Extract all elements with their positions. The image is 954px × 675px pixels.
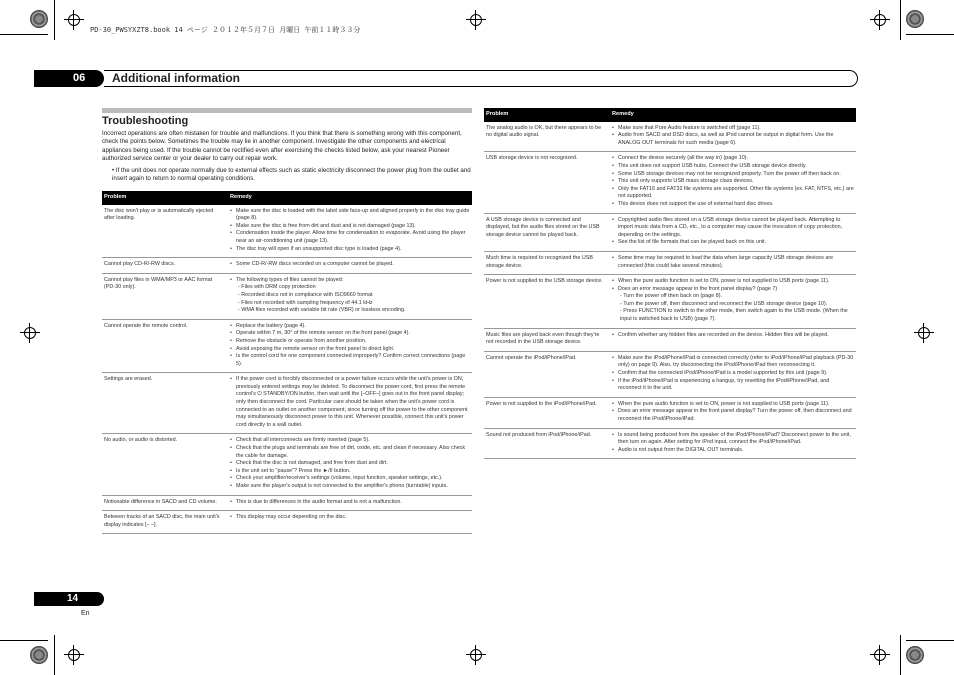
table-row	[484, 428, 856, 459]
remedy-subitem: - Files with DRM copy protection	[238, 284, 316, 291]
crop-mark	[466, 645, 486, 665]
problem-cell: Cannot play files in WMA/MP3 or AAC format (PD-30 only).	[102, 273, 228, 319]
remedy-item: • Avoid exposing the remote sensor on the front panel to direct light.	[230, 346, 470, 354]
remedy-cell	[228, 373, 472, 434]
problem-cell: Music files are played back even though they're not recorded in the USB storage device.	[484, 328, 610, 351]
troubleshooting-table-left	[102, 191, 472, 534]
remedy-item: • Operate within 7 m, 30° of the remote sensor on the front panel (page 4).	[230, 330, 470, 338]
problem-cell: USB storage device is not recognized.	[484, 152, 610, 213]
remedy-item: • If the power cord is forcibly disconnected or a power failure occurs while the unit's power is ON, previously entered settings may be deleted. To disconnect the power cord, first press the remote control's ⏻ STANDBY/ON button, then wait until the [–OFF–] goes out in the front panel display; only then disconnect the cord. Particular care should be taken when the unit's power cord is connected to an outlet on another component, since turning off the power to the other component may simultaneously disconnect power to this unit. Whenever possible, connect this unit's power cord directly to a wall outlet.	[230, 376, 470, 429]
registration-mark	[30, 646, 48, 664]
table-row	[484, 397, 856, 428]
problem-cell: Power is not supplied to the iPod/iPhone/iPad.	[484, 397, 610, 428]
crop-line	[54, 0, 55, 40]
registration-mark	[906, 10, 924, 28]
remedy-cell	[228, 258, 472, 274]
problem-cell: No audio, or audio is distorted.	[102, 434, 228, 495]
crop-line	[900, 0, 901, 40]
remedy-item: • This device does not support the use of external hard disc drives.	[612, 201, 854, 209]
remedy-item: • Some time may be required to load the data when large capacity USB storage devices are connected (this could take several minutes).	[612, 255, 854, 270]
table-row	[484, 275, 856, 329]
remedy-item: • Confirm that the connected iPod/iPhone/iPad is a model supported by this unit (page 9).	[612, 370, 854, 378]
crop-mark	[64, 645, 84, 665]
remedy-item: • Does an error message appear in the front panel display? (page 7)	[612, 286, 854, 294]
problem-cell: A USB storage device is connected and displayed, but the audio files stored on the USB storage device cannot be played back.	[484, 213, 610, 251]
intro-bullet-text: If the unit does not operate normally due to external effects such as static electricity disconnect the power plug from the outlet and insert again to return to normal operating conditions.	[112, 167, 471, 183]
remedy-item: • Condensation inside the player. Allow time for condensation to evaporate. Avoid using the player near an air-conditioning unit (page 13).	[230, 230, 470, 245]
remedy-item: • Replace the battery (page 4).	[230, 323, 470, 331]
crop-mark	[914, 323, 934, 343]
remedy-item: • Make sure the iPod/iPhone/iPad is connected correctly (refer to iPod/iPhone/iPad playback (PD-30 only) on page 9). Also, try disconnecting the iPod/iPhone/iPad then reconnecting it.	[612, 355, 854, 370]
crop-line	[54, 635, 55, 675]
table-row	[102, 373, 472, 434]
remedy-item: • Audio from SACD and DSD discs, as well as iPod cannot be output in digital form. Use the ANALOG OUT terminals for such media (page 6).	[612, 132, 854, 147]
registration-mark	[30, 10, 48, 28]
table-row	[102, 205, 472, 258]
crop-mark	[870, 645, 890, 665]
remedy-cell	[228, 511, 472, 534]
remedy-subitem: - WMA files recorded with variable bit rate (VBR) or lossless encoding.	[238, 307, 406, 314]
header-problem: Problem	[484, 108, 610, 122]
table-row	[484, 351, 856, 397]
remedy-item: • Some CD-R/-RW discs recorded on a computer cannot be played.	[230, 261, 470, 269]
remedy-item: • This is due to differences in the audio format and is not a malfunction.	[230, 499, 470, 507]
remedy-item: • Confirm whether any hidden files are recorded on the device. Hidden files will be played.	[612, 332, 854, 340]
intro-text: Incorrect operations are often mistaken for trouble and malfunctions. If you think that there is something wrong with this component, check the points below. Sometimes the trouble may lie in another component. Investigate the other components and electrical appliances being used. If the trouble cannot be rectified even after exercising the checks listed below, ask your nearest Pioneer authorized service center or your dealer to carry out repair work.	[102, 130, 462, 162]
remedy-item: • Connect the device securely (all the way in) (page 10).	[612, 155, 854, 163]
header-remedy: Remedy	[610, 108, 856, 122]
remedy-cell	[610, 213, 856, 251]
chapter-title: Additional information	[112, 71, 240, 85]
remedy-item: • This unit only supports USB mass storage class devices.	[612, 178, 854, 186]
table-row	[484, 152, 856, 213]
remedy-cell	[228, 273, 472, 319]
table-row	[102, 319, 472, 373]
remedy-cell	[610, 397, 856, 428]
remedy-item: • When the pure audio function is set to ON, power is not supplied to USB ports (page 11).	[612, 278, 854, 286]
problem-cell: Cannot operate the remote control.	[102, 319, 228, 373]
table-row	[102, 495, 472, 511]
remedy-item: • Is the control cord for one component connected improperly? Confirm correct connections (page 5).	[230, 353, 470, 368]
crop-line	[0, 640, 48, 641]
remedy-cell	[228, 205, 472, 258]
table-row	[102, 258, 472, 274]
remedy-item: • If the iPod/iPhone/iPad is experiencing a hangup, try resetting the iPod/iPhone/iPad, and reconnect it to the unit.	[612, 378, 854, 393]
remedy-cell	[610, 328, 856, 351]
intro-bullet: • If the unit does not operate normally due to external effects such as static electricity disconnect the power plug from the outlet and insert again to return to normal operating conditions.	[112, 167, 471, 183]
crop-line	[906, 34, 954, 35]
remedy-item: • This display may occur depending on the disc.	[230, 514, 470, 522]
remedy-item: • Check that all interconnects are firmly inserted (page 5).	[230, 437, 470, 445]
remedy-subitem: - Files not recorded with sampling frequency of 44.1 kHz	[238, 299, 373, 306]
problem-cell: Power is not supplied to the USB storage device.	[484, 275, 610, 329]
remedy-item: • Copyrighted audio files stored on a USB storage device cannot be played back. Attempting to import music data from a CD, etc., to a computer may cause the invocation of copy protection, depending on the settings.	[612, 217, 854, 240]
remedy-item: • Does an error message appear in the front panel display? Turn the power off, then disconnect and reconnect the iPod/iPhone/iPad.	[612, 408, 854, 423]
remedy-item: • Check that the plugs and terminals are free of dirt, oxide, etc. and clean if necessary. Also check the cable for damage.	[230, 445, 470, 460]
remedy-subitem: - Turn the power off then back on (page 8).	[620, 293, 723, 300]
crop-line	[906, 640, 954, 641]
remedy-item: • Some USB storage devices may not be recognized properly. Turn the power off then back on.	[612, 171, 854, 179]
remedy-cell	[610, 428, 856, 459]
remedy-subitem: - Turn the power off, then disconnect and reconnect the USB storage device (page 10).	[620, 300, 828, 307]
problem-cell: Between tracks of an SACD disc, the main unit's display indicates [– –].	[102, 511, 228, 534]
remedy-item: • Make sure the disc is free from dirt and dust and is not damaged (page 13).	[230, 223, 470, 231]
remedy-cell	[228, 434, 472, 495]
problem-cell: Cannot play CD-R/-RW discs.	[102, 258, 228, 274]
crop-mark	[870, 10, 890, 30]
remedy-cell	[228, 495, 472, 511]
remedy-item: • See the list of file formats that can be played back on this unit.	[612, 239, 854, 247]
crop-line	[900, 635, 901, 675]
remedy-subitem: - Recorded discs not in compliance with ISO9660 format	[238, 291, 373, 298]
registration-mark	[906, 646, 924, 664]
remedy-item: • This unit does not support USB hubs. Connect the USB storage device directly.	[612, 163, 854, 171]
header-problem: Problem	[102, 191, 228, 205]
table-row	[484, 251, 856, 274]
table-row	[102, 511, 472, 534]
remedy-item: • Remove the obstacle or operate from another position.	[230, 338, 470, 346]
remedy-item: • Make sure the player's output is not connected to the amplifier's phono (turntable) inputs.	[230, 483, 470, 491]
problem-cell: Settings are erased.	[102, 373, 228, 434]
remedy-item: • When the pure audio function is set to ON, power is not supplied to USB ports (page 11).	[612, 401, 854, 409]
problem-cell: Noticeable difference in SACD and CD volume.	[102, 495, 228, 511]
problem-cell: The analog audio is OK, but there appears to be no digital audio signal.	[484, 122, 610, 152]
chapter-number: 06	[34, 70, 104, 87]
table-row	[484, 328, 856, 351]
remedy-item: • Check your amplifier/receiver's settings (volume, input function, speaker settings, etc.).	[230, 475, 470, 483]
remedy-item: • Make sure that Pure Audio feature is switched off (page 11).	[612, 125, 854, 133]
crop-mark	[466, 10, 486, 30]
remedy-cell	[610, 122, 856, 152]
remedy-subitem: - Press FUNCTION to switch to the other mode, then switch again to the USB mode. (When the input is switched back to USB) (page 7).	[620, 308, 848, 323]
table-row	[484, 213, 856, 251]
remedy-cell	[610, 251, 856, 274]
page-number: 14	[34, 592, 104, 606]
section-bar	[102, 108, 472, 113]
problem-cell: The disc won't play or is automatically ejected after loading.	[102, 205, 228, 258]
remedy-item: • Audio is not output from the DIGITAL OUT terminals.	[612, 447, 854, 455]
table-row	[484, 122, 856, 152]
header-remedy: Remedy	[228, 191, 472, 205]
crop-mark	[64, 10, 84, 30]
remedy-item: • Check that the disc is not damaged, and free from dust and dirt.	[230, 460, 470, 468]
remedy-item: • Is sound being produced from the speaker of the iPod/iPhone/iPad? Disconnect power to the unit, then turn on again. After setting for iPod input, connect the iPod/iPhone/iPad.	[612, 432, 854, 447]
remedy-item: • The disc tray will open if an unsupported disc type is loaded (page 4).	[230, 246, 470, 254]
table-row	[102, 273, 472, 319]
crop-line	[0, 34, 48, 35]
remedy-cell	[610, 275, 856, 329]
remedy-cell	[610, 351, 856, 397]
problem-cell: Sound not produced from iPod/iPhone/iPad.	[484, 428, 610, 459]
problem-cell: Cannot operate the iPod/iPhone/iPad.	[484, 351, 610, 397]
remedy-item: • Make sure the disc is loaded with the label side face-up and aligned properly in the disc tray guide (page 8).	[230, 208, 470, 223]
remedy-cell	[228, 319, 472, 373]
troubleshooting-table-right	[484, 108, 856, 459]
remedy-item: • Is the unit set to "pause"? Press the ►/II button.	[230, 468, 470, 476]
remedy-item: • Only the FAT16 and FAT32 file systems are supported. Other file systems (ex. FAT, NTFS, etc.) are not supported.	[612, 186, 854, 201]
section-title: Troubleshooting	[102, 115, 189, 127]
table-row	[102, 434, 472, 495]
crop-mark	[20, 323, 40, 343]
problem-cell: Much time is required to recognized the USB storage device.	[484, 251, 610, 274]
remedy-item: • The following types of files cannot be played:	[230, 277, 470, 285]
remedy-cell	[610, 152, 856, 213]
book-header: PD-30_PWSYXZT8.book 14 ページ ２０１２年５月７日 月曜日 午前１１時３３分	[90, 26, 361, 34]
language-code: En	[81, 610, 90, 617]
